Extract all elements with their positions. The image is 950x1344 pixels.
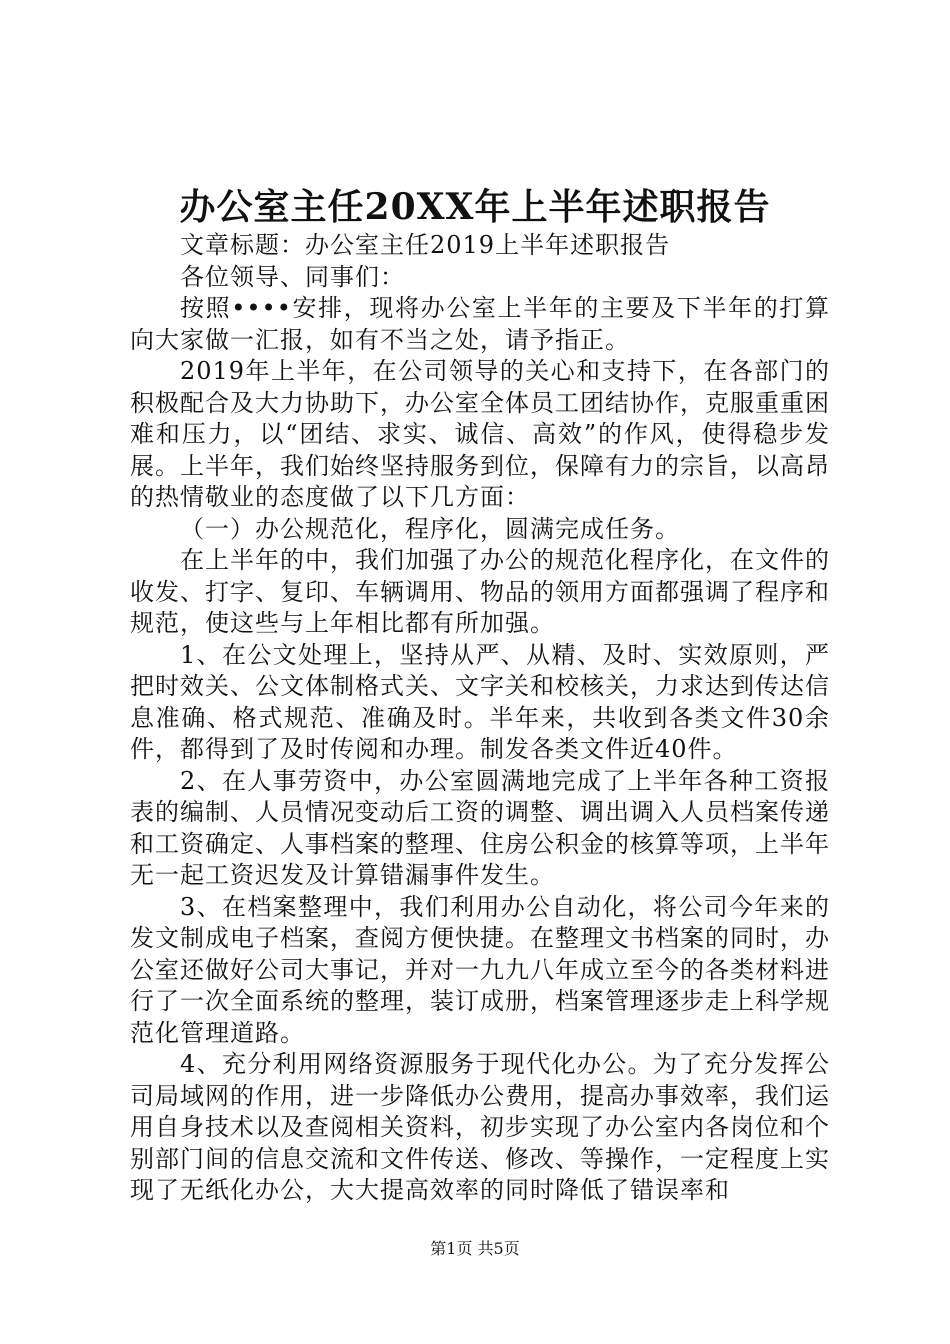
paragraph-item-3: 3、在档案整理中，我们利用办公自动化，将公司今年来的发文制成电子档案，查阅方便快捷。在整理文书档案的同时，办公室还做好公司大事记，并对一九九八年成立至今的各类材料进行了一次全面系统的整理，装订成册，档案管理逐步走上科学规范化管理道路。 bbox=[130, 892, 830, 1047]
paragraph-overview: 2019年上半年，在公司领导的关心和支持下，在各部门的积极配合及大力协助下，办公室全体员工团结协作，克服重重困难和压力，以“团结、求实、诚信、高效”的作风，使得稳步发展。上半年，我们始终坚持服务到位，保障有力的宗旨，以高昂的热情敬业的态度做了以下几方面： bbox=[130, 357, 830, 511]
paragraph-item-4: 4、充分利用网络资源服务于现代化办公。为了充分发挥公司局域网的作用，进一步降低办公费用，提高办事效率，我们运用自身技术以及查阅相关资料，初步实现了办公室内各岗位和个别部门间的信息交流和文件传送、修改、等操作，一定程度上实现了无纸化办公，大大提高效率的同时降低了错误率和 bbox=[130, 1050, 830, 1204]
paragraph-item-1: 1、在公文处理上，坚持从严、从精、及时、实效原则，严把时效关、公文体制格式关、文字关和校核关，力求达到传达信息准确、格式规范、准确及时。半年来，共收到各类文件30余件，都得到了及时传阅和办理。制发各类文件近40件。 bbox=[130, 640, 830, 763]
paragraph-section-heading: （一）办公规范化，程序化，圆满完成任务。 bbox=[180, 514, 680, 543]
paragraph-salutation: 各位领导、同事们： bbox=[180, 262, 405, 291]
document-body bbox=[130, 230, 830, 1207]
document-title: 办公室主任20XX年上半年述职报告 bbox=[179, 186, 771, 228]
paragraph-item-2: 2、在人事劳资中，办公室圆满地完成了上半年各种工资报表的编制、人员情况变动后工资的调整、调出调入人员档案传递和工资确定、人事档案的整理、住房公积金的核算等项，上半年无一起工资迟发及计算错漏事件发生。 bbox=[130, 766, 830, 889]
paragraph-standardization: 在上半年的中，我们加强了办公的规范化程序化，在文件的收发、打字、复印、车辆调用、物品的领用方面都强调了程序和规范，使这些与上年相比都有所加强。 bbox=[130, 546, 830, 637]
page-footer: 第1页 共5页 bbox=[430, 1239, 520, 1258]
paragraph-intro: 按照••••安排，现将办公室上半年的主要及下半年的打算向大家做一汇报，如有不当之处，请予指正。 bbox=[130, 294, 830, 354]
paragraph-article-title: 文章标题：办公室主任2019上半年述职报告 bbox=[180, 231, 671, 259]
